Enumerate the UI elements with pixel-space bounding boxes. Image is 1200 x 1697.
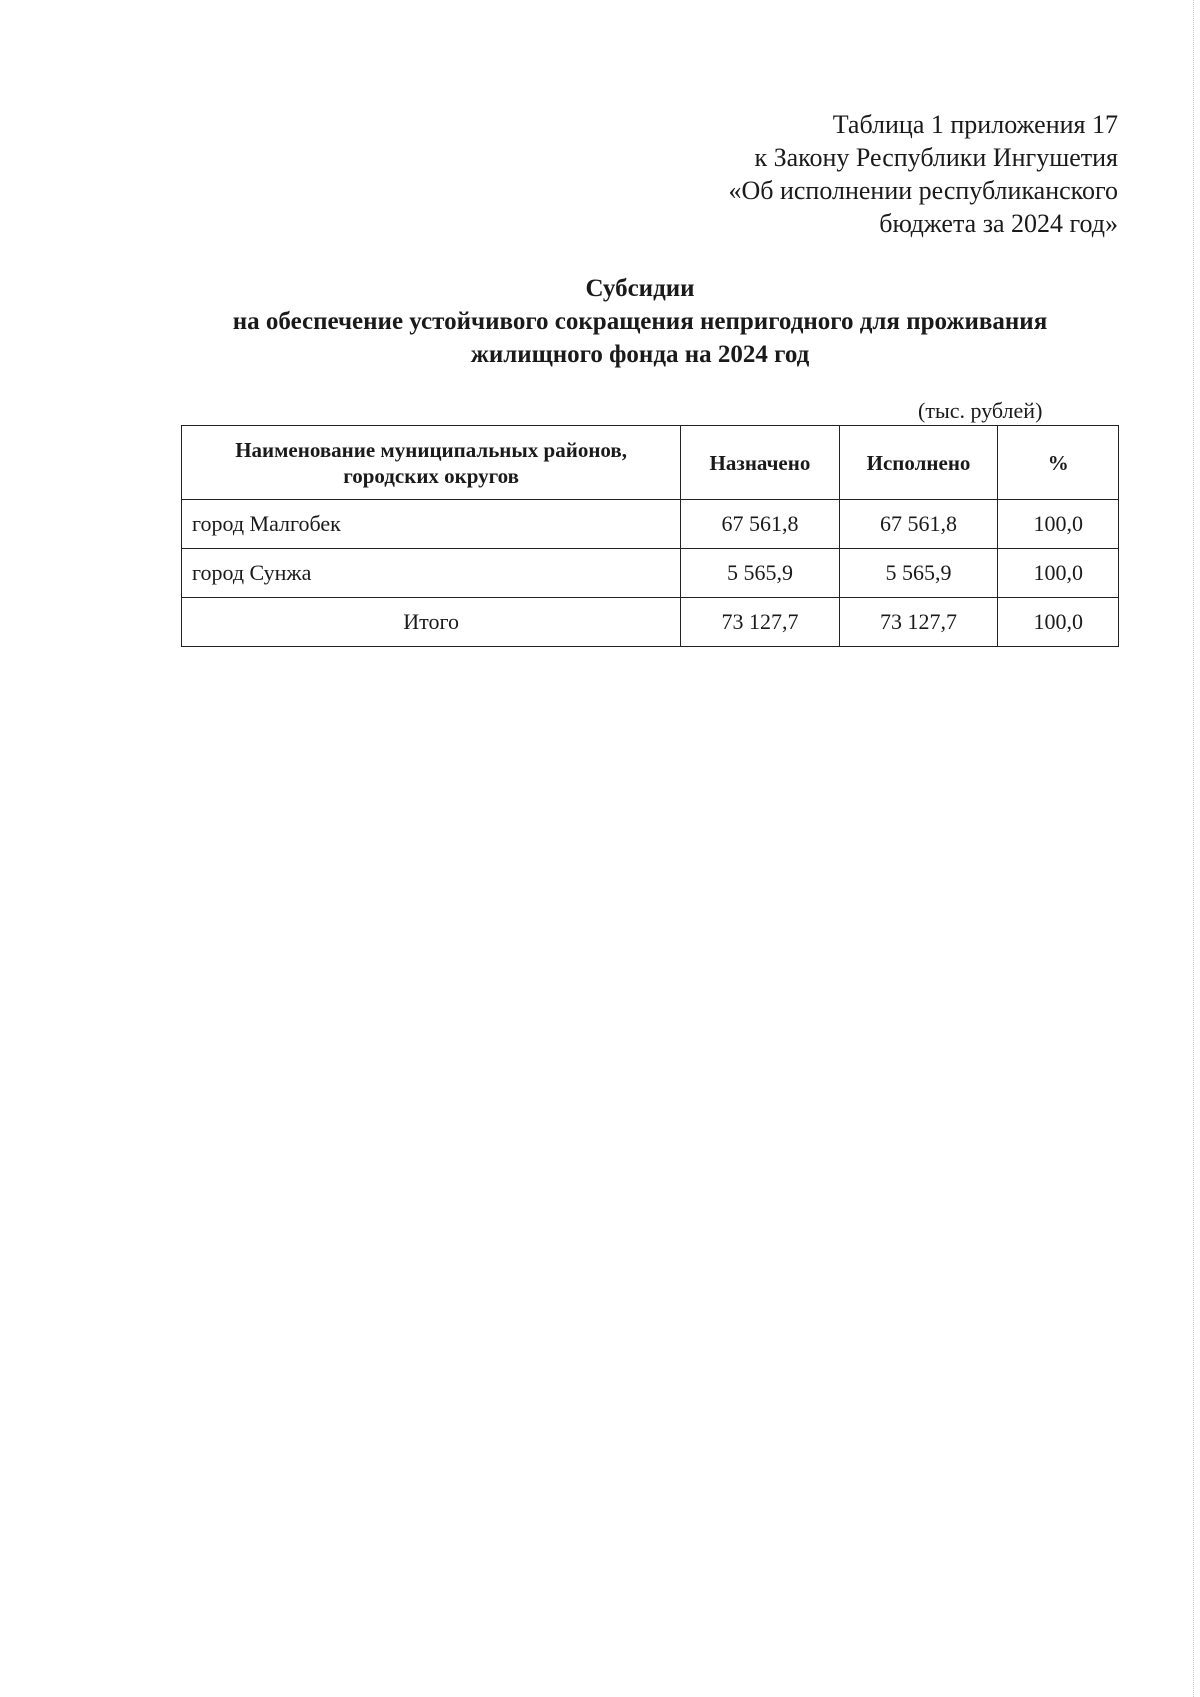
table-row: [182, 549, 1119, 598]
title-line-2: на обеспечение устойчивого сокращения непригодного для проживания: [232, 308, 1048, 335]
row-assigned: 5 565,9: [681, 549, 840, 598]
row-executed: 67 561,8: [839, 500, 998, 549]
document-title: [0, 272, 1200, 371]
appendix-line-2: к Закону Республики Ингушетия: [754, 143, 1118, 172]
header-executed: Исполнено: [839, 426, 998, 500]
scan-edge-divider: [1192, 0, 1194, 1697]
row-assigned: 67 561,8: [681, 500, 840, 549]
table-header-row: [182, 426, 1119, 500]
total-percent: 100,0: [998, 598, 1119, 647]
total-label: Итого: [182, 598, 681, 647]
row-name: город Сунжа: [182, 549, 681, 598]
title-line-3: жилищного фонда на 2024 год: [470, 341, 810, 368]
total-executed: 73 127,7: [839, 598, 998, 647]
table-row: [182, 500, 1119, 549]
header-assigned: Назначено: [681, 426, 840, 500]
row-name: город Малгобек: [182, 500, 681, 549]
appendix-reference: [728, 108, 1118, 240]
units-label: (тыс. рублей): [918, 398, 1043, 423]
total-row: [182, 598, 1119, 647]
row-percent: 100,0: [998, 500, 1119, 549]
total-assigned: 73 127,7: [681, 598, 840, 647]
header-percent: %: [998, 426, 1119, 500]
header-name: Наименование муниципальных районов, городских округов: [182, 426, 681, 500]
subsidies-table: [181, 425, 1119, 647]
title-line-1: Субсидии: [585, 275, 695, 302]
row-executed: 5 565,9: [839, 549, 998, 598]
appendix-line-1: Таблица 1 приложения 17: [832, 110, 1118, 139]
appendix-line-4: бюджета за 2024 год»: [879, 209, 1118, 238]
appendix-line-3: «Об исполнении республиканского: [728, 176, 1118, 205]
row-percent: 100,0: [998, 549, 1119, 598]
